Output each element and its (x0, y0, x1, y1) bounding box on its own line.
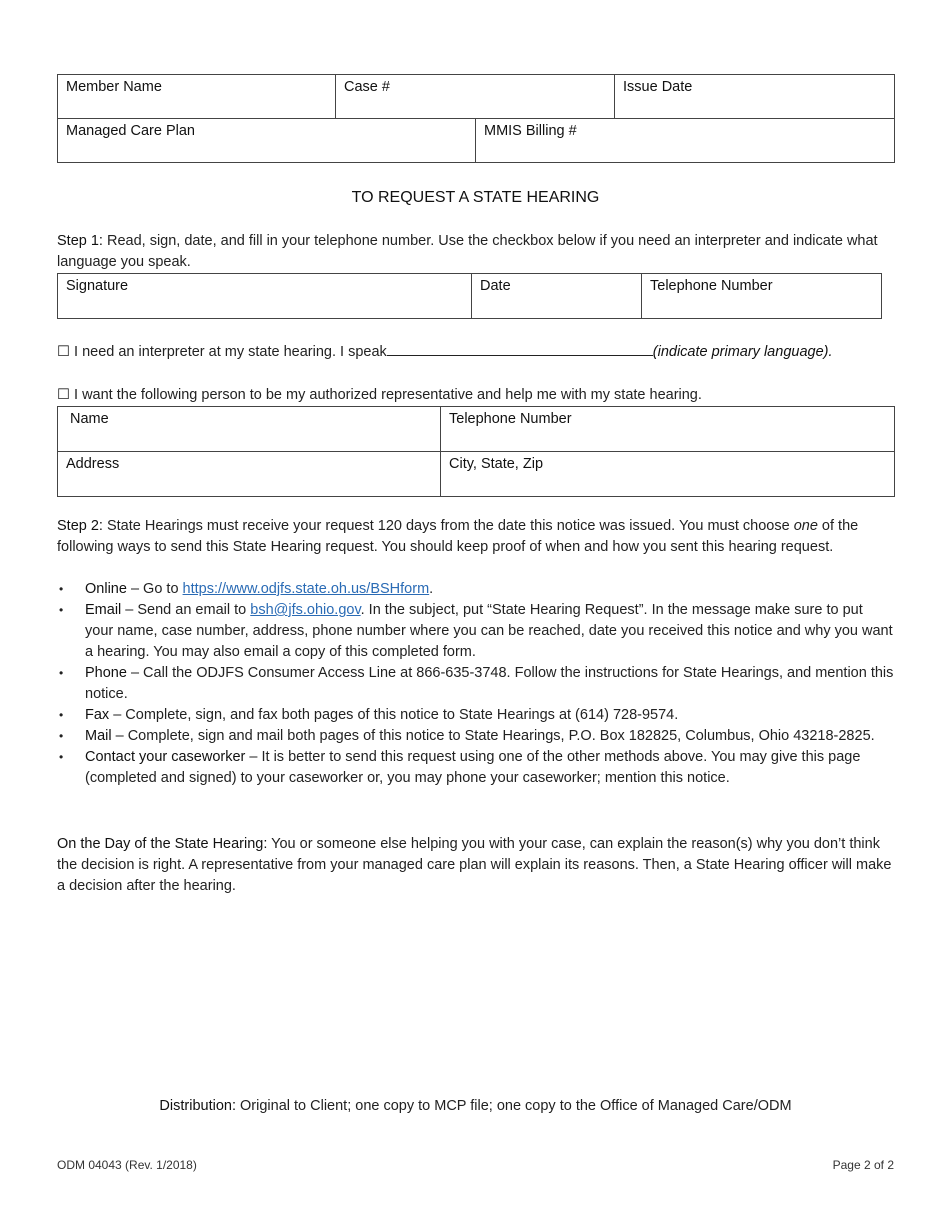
hearing-day-text: You or someone else helping you with your case, can explain the reason(s) why you don’t think the decision is right. A representative from your managed care plan will explain its reasons. Then, a State Hearing officer will make a decision after the hearing. (57, 836, 892, 894)
rep-telephone-label: Telephone Number (449, 411, 572, 427)
step2-label: Step 2: (57, 518, 103, 534)
distribution-label: Distribution: (159, 1098, 236, 1114)
caseworker-label: Contact your caseworker (85, 749, 246, 765)
interpreter-checkbox[interactable]: ☐ (57, 344, 70, 360)
signature-table (57, 273, 882, 319)
bullet-icon: • (59, 750, 64, 764)
language-input[interactable] (387, 341, 653, 356)
hearing-day-paragraph (57, 834, 894, 897)
rep-city-label: City, State, Zip (449, 456, 544, 472)
member-name-field[interactable] (58, 75, 336, 119)
email-text-end: . In the subject, put “State Hearing Request”. In the message make sure to put your name, case number, address, phone number where you can be reached, date you received this notice and why you want a hearing. You may also email a copy of this completed form. (85, 602, 893, 660)
page-number: Page 2 of 2 (832, 1158, 894, 1172)
submission-methods-list (57, 579, 894, 789)
phone-label: Phone (85, 665, 127, 681)
step1-label: Step 1: (57, 233, 103, 249)
list-item (57, 579, 894, 600)
signature-label: Signature (66, 278, 129, 294)
bullet-icon: • (59, 603, 64, 617)
signature-field[interactable] (58, 274, 472, 319)
fax-text: – Complete, sign, and fax both pages of this notice to State Hearings at (614) 728-9574. (109, 707, 679, 723)
mail-text: – Complete, sign and mail both pages of this notice to State Hearings, P.O. Box 182825, Columbus, Ohio 43218-2825. (111, 728, 875, 744)
rep-telephone-field[interactable] (441, 407, 895, 452)
rep-address-label: Address (66, 456, 120, 472)
date-label: Date (480, 278, 511, 294)
managed-care-plan-label: Managed Care Plan (66, 123, 195, 139)
representative-table (57, 406, 895, 497)
rep-name-label: Name (70, 411, 109, 427)
list-item (57, 726, 894, 747)
form-id: ODM 04043 (Rev. 1/2018) (57, 1158, 197, 1172)
telephone-field[interactable] (642, 274, 882, 319)
bullet-icon: • (59, 729, 64, 743)
rep-city-field[interactable] (441, 452, 895, 497)
email-text: – Send an email to (121, 602, 251, 618)
rep-address-field[interactable] (58, 452, 441, 497)
list-item (57, 705, 894, 726)
case-number-field[interactable] (336, 75, 615, 119)
bullet-icon: • (59, 708, 64, 722)
rep-name-field[interactable] (58, 407, 441, 452)
step2-emphasis: one (793, 518, 818, 534)
online-text: – Go to (126, 581, 183, 597)
list-item (57, 747, 894, 789)
bsh-form-link[interactable]: https://www.odjfs.state.oh.us/BSHform (182, 581, 430, 597)
form-page (57, 0, 894, 1230)
caseworker-text: – It is better to send this request using one of the other methods above. You may give this page (completed and signed) to your caseworker or, you may phone your caseworker; mention this notice. (85, 749, 861, 786)
bullet-icon: • (59, 666, 64, 680)
representative-line (57, 385, 702, 406)
page-title: TO REQUEST A STATE HEARING (351, 189, 600, 206)
step2-paragraph (57, 516, 894, 558)
online-label: Online (85, 581, 127, 597)
telephone-label: Telephone Number (650, 278, 773, 294)
interpreter-hint: (indicate primary language). (652, 344, 833, 360)
step1-text: Read, sign, date, and fill in your telephone number. Use the checkbox below if you need an interpreter and indicate what language you speak. (57, 233, 878, 270)
phone-text: – Call the ODJFS Consumer Access Line at 866-635-3748. Follow the instructions for State Hearings, and mention this notice. (85, 665, 894, 702)
email-label: Email (85, 602, 122, 618)
online-text-end: . (429, 581, 434, 597)
interpreter-text: I need an interpreter at my state hearing. I speak (70, 344, 387, 360)
distribution-line (57, 1098, 894, 1114)
mail-label: Mail (85, 728, 112, 744)
bsh-email-link[interactable]: bsh@jfs.ohio.gov (250, 602, 361, 618)
bullet-icon: • (59, 582, 64, 596)
representative-text: I want the following person to be my authorized representative and help me with my state hearing. (70, 387, 702, 403)
case-number-label: Case # (344, 79, 390, 95)
list-item (57, 600, 894, 663)
interpreter-line (57, 341, 833, 363)
hearing-day-label: On the Day of the State Hearing: (57, 836, 268, 852)
issue-date-label: Issue Date (623, 79, 693, 95)
step1-paragraph (57, 231, 894, 273)
mmis-billing-field[interactable] (476, 119, 895, 163)
step2-text-before: State Hearings must receive your request 120 days from the date this notice was issued. You must choose (102, 518, 794, 534)
step2-text-after: of the following ways to send this State Hearing request. You should keep proof of when and how you sent this hearing request. (57, 518, 859, 555)
issue-date-field[interactable] (615, 75, 895, 119)
member-info-table (57, 74, 895, 163)
date-field[interactable] (472, 274, 642, 319)
list-item (57, 663, 894, 705)
mmis-billing-label: MMIS Billing # (484, 123, 577, 139)
managed-care-plan-field[interactable] (58, 119, 476, 163)
member-name-label: Member Name (66, 79, 162, 95)
representative-checkbox[interactable]: ☐ (57, 387, 70, 403)
fax-label: Fax (85, 707, 110, 723)
distribution-text: Original to Client; one copy to MCP file; one copy to the Office of Managed Care/ODM (235, 1098, 792, 1114)
